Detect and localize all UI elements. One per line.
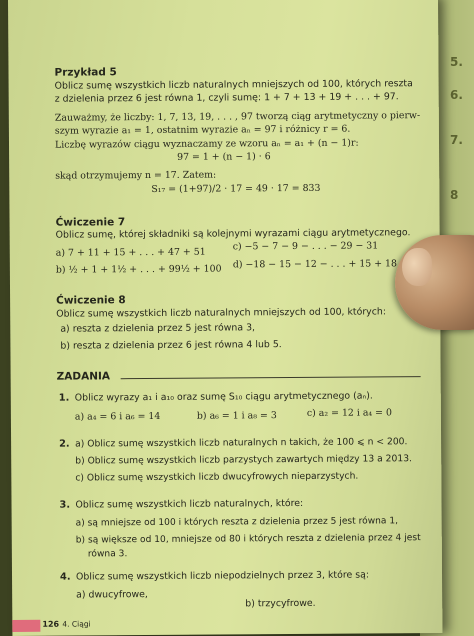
example-line: Zauważmy, że liczby: 1, 7, 13, 19, . . . , 97 tworzą ciąg arytmetyczny o pierw- <box>54 110 421 124</box>
task1-a: a) a₄ = 6 i a₆ = 14 <box>74 410 161 423</box>
task2-c: c) Oblicz sumę wszystkich liczb dwucyfrowych nieparzystych. <box>75 470 359 484</box>
task1-b: b) a₆ = 1 i a₈ = 3 <box>196 410 277 422</box>
textbook-page <box>8 0 442 636</box>
exercise8-heading: Ćwiczenie 8 <box>56 294 126 307</box>
task4-b: b) trzycyfrowe. <box>245 597 316 610</box>
footer-page-number: 126 <box>42 619 60 629</box>
task3-b-cont: równa 3. <box>87 549 128 560</box>
task3-text: Oblicz sumę wszystkich liczb naturalnych, które: <box>75 497 304 511</box>
exercise7-b: b) ½ + 1 + 1½ + . . . + 99½ + 100 <box>55 263 222 276</box>
example-line: skąd otrzymujemy n = 17. Zatem: <box>55 169 217 182</box>
exercise7-intro: Oblicz sumę, której składniki są kolejnymi wyrazami ciągu arytmetycznego. <box>55 227 411 241</box>
task2-a: a) Oblicz sumę wszystkich liczb naturalnych n takich, że 100 ⩽ n < 200. <box>75 436 408 450</box>
side-page-number: 8 <box>450 188 459 202</box>
example-line: Oblicz sumę wszystkich liczb naturalnych mniejszych od 100, których reszta <box>54 78 413 92</box>
side-page-number: 5. <box>450 55 463 69</box>
side-page-number: 6. <box>450 88 463 102</box>
footer-accent-bar <box>12 620 40 632</box>
example-heading: Przykład 5 <box>54 66 117 79</box>
task4-text: Oblicz sumę wszystkich liczb niepodzielnych przez 3, które są: <box>75 569 370 583</box>
task-number: 3. <box>59 499 71 511</box>
side-page-number: 7. <box>450 133 463 147</box>
exercise7-c: c) −5 − 7 − 9 − . . . − 29 − 31 <box>232 240 379 253</box>
task1-text: Oblicz wyrazy a₁ i a₁₀ oraz sumę S₁₀ ciągu arytmetycznego (aₙ). <box>74 390 373 404</box>
example-line: z dzielenia przez 6 jest równa 1, czyli sumę: 1 + 7 + 13 + 19 + . . . + 97. <box>54 91 399 105</box>
zadania-heading: ZADANIA <box>56 370 111 383</box>
footer-chapter: 4. Ciągi <box>62 619 91 629</box>
example-line: Liczbę wyrazów ciągu wyznaczamy ze wzoru aₙ = a₁ + (n − 1)r: <box>54 137 359 151</box>
example-sum-equation: S₁₇ = (1+97)/2 · 17 = 49 · 17 = 833 <box>151 182 321 196</box>
zadania-divider <box>121 376 421 379</box>
exercise8-b: b) reszta z dzielenia przez 6 jest równa 4 lub 5. <box>60 339 282 352</box>
exercise7-d: d) −18 − 15 − 12 − . . . + 15 + 18 <box>232 258 398 271</box>
example-equation: 97 = 1 + (n − 1) · 6 <box>177 151 271 163</box>
exercise8-a: a) reszta z dzielenia przez 5 jest równa 3, <box>60 322 256 335</box>
example-line: szym wyrazie a₁ = 1, ostatnim wyrazie aₙ = 97 i różnicy r = 6. <box>54 123 351 137</box>
task-number: 2. <box>59 438 70 450</box>
task2-b: b) Oblicz sumę wszystkich liczb parzystych zawartych między 13 a 2013. <box>75 453 413 467</box>
task1-c: c) a₂ = 12 i a₄ = 0 <box>306 407 393 419</box>
exercise7-heading: Ćwiczenie 7 <box>55 216 126 229</box>
exercise8-intro: Oblicz sumę wszystkich liczb naturalnych mniejszych od 100, których: <box>56 306 387 320</box>
task-number: 4. <box>59 571 71 583</box>
exercise7-a: a) 7 + 11 + 15 + . . . + 47 + 51 <box>55 246 206 259</box>
task4-a: a) dwucyfrowe, <box>76 589 148 601</box>
task3-b: b) są większe od 10, mniejsze od 80 i których reszta z dzielenia przez 4 jest <box>75 533 421 546</box>
task-number: 1. <box>58 392 70 404</box>
task3-a: a) są mniejsze od 100 i których reszta z dzielenia przez 5 jest równa 1, <box>75 516 399 529</box>
thumbnail <box>402 248 432 286</box>
